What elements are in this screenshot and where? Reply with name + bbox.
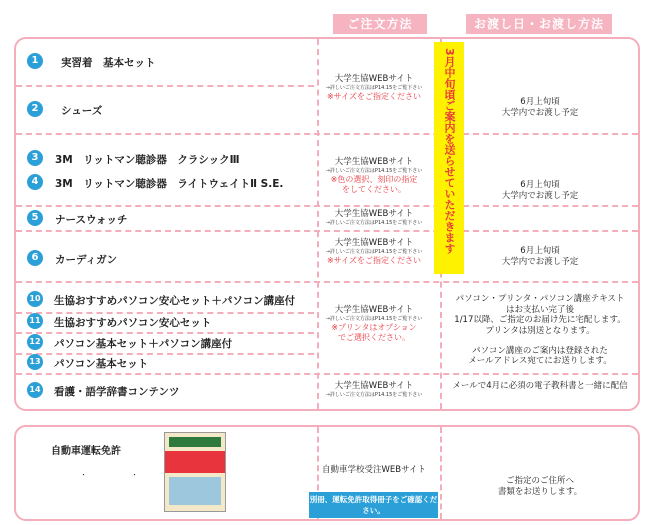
row-divider: [16, 205, 638, 207]
row-divider: [16, 312, 314, 314]
row-divider: [16, 353, 314, 355]
order-sub: →詳しいご注文方法はP14.15をご覧下さい: [325, 391, 423, 398]
item-name: パソコン基本セット＋パソコン講座付: [54, 338, 233, 350]
item-number-badge: 11: [27, 313, 43, 329]
item-number-badge: 5: [27, 210, 43, 226]
item-number-badge: 2: [27, 101, 43, 117]
delivery-driving-2: 書類をお送りします。: [497, 486, 583, 497]
delivery-driving-1: ご指定のご住所へ: [505, 476, 574, 486]
bullet-dot: ・: [80, 471, 87, 479]
item-number-badge: 4: [27, 174, 43, 190]
item-name: ナースウォッチ: [55, 214, 128, 226]
order-site: 大学生協WEBサイト: [334, 157, 414, 167]
driving-license-booklet-image: [164, 432, 226, 512]
row-divider: [16, 373, 638, 375]
delivery-pc-text: パソコン・プリンタ・パソコン講座テキスト: [455, 294, 625, 304]
item-name: カーディガン: [55, 254, 118, 266]
order-cell-driving: [318, 465, 430, 476]
item-number-badge: 13: [27, 354, 43, 370]
header-order-method: ご注文方法: [333, 14, 427, 34]
delivery-date: 6月上旬頃: [520, 246, 560, 256]
delivery-cell-cardigan: [470, 246, 610, 267]
order-cell-watch: [318, 209, 430, 226]
order-site: 大学生協WEBサイト: [334, 209, 414, 219]
order-site: 大学生協WEBサイト: [334, 74, 414, 84]
delivery-pc-guide: パソコン講座のご案内は登録された: [472, 345, 608, 356]
item-number-badge: 14: [27, 382, 43, 398]
delivery-date: 6月上旬頃: [520, 180, 560, 190]
item-name: シューズ: [61, 105, 103, 117]
row-divider: [16, 281, 638, 283]
delivery-pc-mail: メールアドレス宛てにお送りします。: [468, 356, 612, 367]
item-number-badge: 1: [27, 53, 43, 69]
order-note: ※色の選択、刻印の指定をしてください。: [330, 174, 418, 194]
item-name: 看護・語学辞書コンテンツ: [54, 386, 180, 398]
order-note: ※サイズをご指定ください: [326, 91, 422, 101]
delivery-cell-dictionary: [440, 381, 640, 392]
order-site: 大学生協WEBサイト: [334, 381, 414, 391]
order-sub: →詳しいご注文方法はP14.15をご覧下さい: [325, 219, 423, 226]
order-note: ※プリンタはオプションでご選択ください。: [331, 322, 417, 342]
item-number-badge: 10: [27, 291, 43, 307]
notice-banner-text: 3月中旬頃ご案内を送らせていただきます: [443, 48, 456, 254]
delivery-pc-printer: プリンタは別送となります。: [485, 325, 595, 336]
item-number-badge: 6: [27, 250, 43, 266]
delivery-place: 大学内でお渡し予定: [501, 256, 579, 267]
order-site: 大学生協WEBサイト: [334, 238, 414, 248]
item-name: 実習着 基本セット: [61, 57, 156, 69]
delivery-cell-pc: [440, 294, 640, 367]
row-divider: [16, 230, 638, 232]
order-sub: →詳しいご注文方法はP14.15をご覧下さい: [325, 248, 423, 255]
order-site: 大学生協WEBサイト: [334, 305, 414, 315]
bullet-dot: ・: [131, 471, 138, 479]
item-number-badge: 12: [27, 334, 43, 350]
order-sub: →詳しいご注文方法はP14.15をご覧下さい: [325, 167, 423, 174]
delivery-dict: メールで4月に必須の電子教科書と一緒に配信: [452, 381, 628, 391]
item-name: 生協おすすめパソコン安心セット: [54, 317, 212, 329]
delivery-pc-ship: 1/17以降、ご指定のお届け先に宅配します。: [454, 315, 626, 326]
delivery-date: 6月上旬頃: [520, 97, 560, 107]
item-name: 3M リットマン聴診器 ライトウェイトⅡ S.E.: [55, 178, 284, 190]
delivery-cell-stethoscope: [470, 180, 610, 201]
delivery-cell-driving: [470, 476, 610, 497]
order-sub: →詳しいご注文方法はP14.15をご覧下さい: [325, 315, 423, 322]
driving-order-site: 自動車学校受注WEBサイト: [321, 465, 426, 475]
header-delivery: お渡し日・お渡し方法: [466, 14, 612, 34]
order-cell-stethoscope: [318, 157, 430, 195]
item-name: パソコン基本セット: [54, 358, 149, 370]
delivery-place: 大学内でお渡し予定: [501, 107, 579, 118]
delivery-pc-payment: はお支払い完了後: [505, 304, 574, 315]
row-divider: [16, 332, 314, 334]
booklet-notice: 別冊、運転免許取得冊子をご確認ください。: [309, 492, 438, 518]
order-note: ※サイズをご指定ください: [326, 255, 422, 265]
order-cell-uniform-shoes: [318, 74, 430, 102]
item-number-badge: 3: [27, 150, 43, 166]
order-cell-dictionary: [318, 381, 430, 398]
item-name: 生協おすすめパソコン安心セット＋パソコン講座付: [54, 295, 296, 307]
delivery-place: 大学内でお渡し予定: [501, 190, 579, 201]
column-divider-delivery: [440, 427, 442, 519]
item-name: 3M リットマン聴診器 クラシックⅢ: [55, 154, 240, 166]
order-cell-cardigan: [318, 238, 430, 266]
driving-license-title: 自動車運転免許: [51, 446, 121, 457]
row-divider: [16, 133, 638, 135]
order-cell-pc: [318, 305, 430, 343]
row-divider: [16, 85, 314, 87]
delivery-cell-uniform: [470, 97, 610, 118]
notice-banner: [434, 42, 464, 274]
order-sub: →詳しいご注文方法はP14.15をご覧下さい: [325, 84, 423, 91]
